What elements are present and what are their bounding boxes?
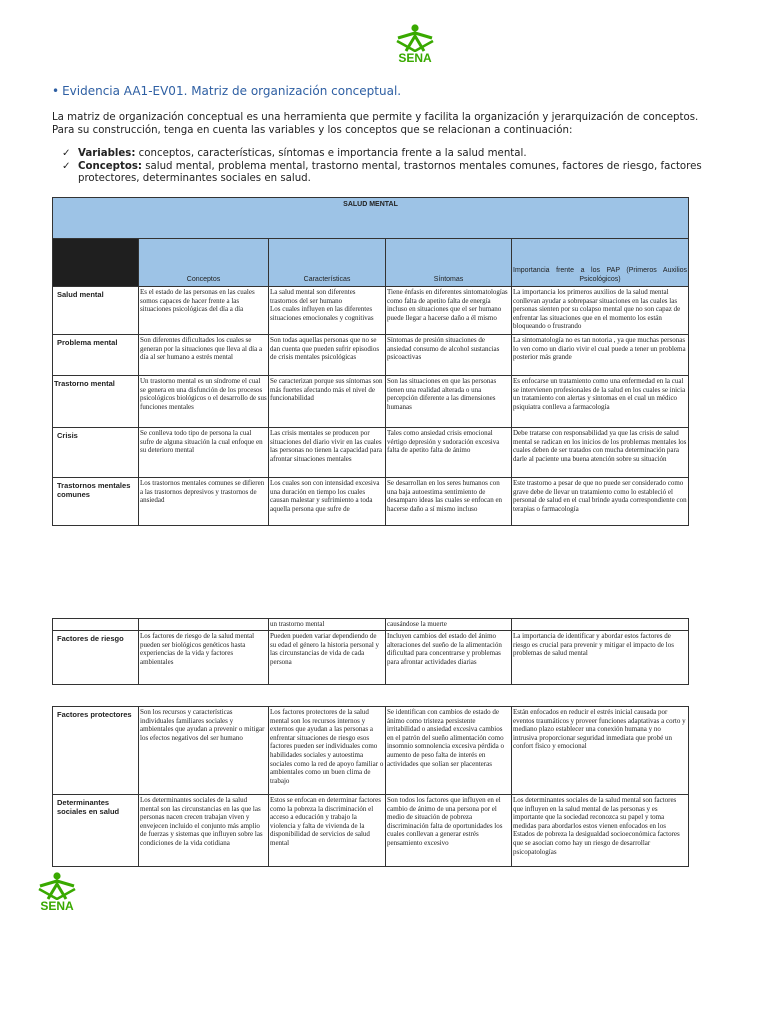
table-cell: Son diferentes dificultades los cuales se generan por la situaciones que lleva al día a día al ser humano a estrés mental — [139, 335, 269, 376]
table-cell: Los trastornos mentales comunes se difieren a las trastornos depresivos y trastornos de ansiedad — [139, 478, 269, 526]
table-row — [53, 707, 689, 795]
checklist-item-variables — [62, 148, 712, 161]
table-cell: La importancia de identificar y abordar estos factores de riesgo es crucial para prevenir y mitigar el impacto de los problemas de salud mental — [512, 631, 689, 685]
title-text: Evidencia AA1-EV01. Matriz de organización conceptual. — [62, 84, 402, 98]
table-cell: Estos se enfocan en determinar factores como la pobreza la discriminación el acceso a educación y trabajo la violencia y falta de vivienda de la disponibilidad de servicios de salud mental — [269, 795, 386, 867]
concept-matrix-table — [52, 197, 689, 526]
table-cell: Son todas aquellas personas que no se dan cuenta que pueden sufrir episodios de crisis mentales psicológicas — [269, 335, 386, 376]
checklist-text: conceptos, características, síntomas e importancia frente a la salud mental. — [135, 148, 527, 159]
table-cell: La importancia los primeros auxilios de la salud mental conllevan ayudar a sobrepasar situaciones en las cuales las personas sienten por su colapso mental que no son capaz de enfrentar las situaciones que en el momento los están bloqueando o frustrando — [512, 287, 689, 335]
table-cell: Es enfocarse un tratamiento como una enfermedad en la cual se intervienen profesionales de la salud en los cuales se inicia un tratamiento con alertas y síntomas en el cual un médico psiquiatra conlleva a farmacología — [512, 376, 689, 428]
checklist-text: salud mental, problema mental, trastorno mental, trastornos mentales comunes, factores de riesgo, factores protectores, determinantes sociales en salud. — [78, 160, 702, 184]
table-cell — [53, 619, 139, 631]
table-cell: Pueden pueden variar dependiendo de su edad el género la historia personal y las circunstancias de vida de cada persona — [269, 631, 386, 685]
table-row — [53, 287, 689, 335]
sena-logo-text: SENA — [40, 899, 74, 913]
table-row — [53, 631, 689, 685]
table-cell: La salud mental son diferentes trastornos del ser humano Los cuales influyen en las diferentes situaciones emocionales y cognitivas — [269, 287, 386, 335]
row-header: Salud mental — [53, 287, 139, 335]
checklist — [62, 148, 712, 186]
title-bullet: • — [52, 84, 60, 98]
row-header: Trastornos mentales comunes — [53, 478, 139, 526]
table-cell — [512, 619, 689, 631]
column-header: Características — [269, 239, 386, 287]
sena-logo-text: SENA — [398, 51, 432, 65]
table-cell: Están enfocados en reducir el estrés inicial causada por eventos traumáticos y proveer funciones adaptativas a corto y mediano plazo establecer una conexión humana y no intrusiva proporcionar seguridad inmediata que probé un confort físico y emocional — [512, 707, 689, 795]
intro-paragraph: La matriz de organización conceptual es una herramienta que permite y facilita la organización y jerarquización de conceptos. Para su construcción, tenga en cuenta las variables y los conceptos que se relacionan a continuación: — [52, 112, 699, 136]
table-cell: Los factores protectores de la salud mental son los recursos internos y externos que ayudan a las personas a enfrentar situaciones de riesgo esos factores pueden ser individuales como habilidades sociales y autoestima sociales como la red de apoyo familiar o ambientales como un buen clima de trabajo — [269, 707, 386, 795]
table-row — [53, 428, 689, 478]
sena-logo-top — [392, 24, 438, 64]
table-cell: Síntomas de presión situaciones de ansiedad consumo de alcohol sustancias psicoactivas — [386, 335, 512, 376]
row-header: Problema mental — [53, 335, 139, 376]
header-corner — [53, 239, 139, 287]
row-header: Determinantes sociales en salud — [53, 795, 139, 867]
table-row — [53, 335, 689, 376]
checklist-label: Conceptos: — [78, 160, 142, 172]
table-cell: Son las situaciones en que las personas tienen una realidad alterada o una percepción diferente a las dimensiones humanas — [386, 376, 512, 428]
table-cell: Tiene énfasis en diferentes sintomatologías como falta de apetito falta de energía incluso en situaciones que el ser humano puede llegar a hacerse daño a él mismo — [386, 287, 512, 335]
table-cell: Es el estado de las personas en las cuales somos capaces de hacer frente a las situaciones psicológicas del día a día — [139, 287, 269, 335]
row-header: Crisis — [53, 428, 139, 478]
concept-matrix-table-continued — [52, 618, 689, 685]
table-cell: Se conlleva todo tipo de persona la cual sufre de alguna situación la cual enfoque en su deterioro mental — [139, 428, 269, 478]
table-cell: Este trastorno a pesar de que no puede ser considerado como grave debe de llevar un tratamiento como lo estableció el personal de salud en el cual brinde ayuda correspondiente con terapias o farmacología — [512, 478, 689, 526]
table-cell: Tales como ansiedad crisis emocional vértigo depresión y sudoración excesiva falta de apetito falta de ánimo — [386, 428, 512, 478]
column-header: Conceptos — [139, 239, 269, 287]
table-title: SALUD MENTAL — [53, 198, 689, 239]
page-title — [52, 84, 401, 98]
sena-logo-icon — [34, 872, 80, 900]
checkmark-icon: ✓ — [62, 160, 71, 172]
table-cell — [139, 619, 269, 631]
checklist-label: Variables: — [78, 148, 136, 159]
checklist-item-conceptos — [62, 161, 712, 186]
row-header: Factores protectores — [53, 707, 139, 795]
row-header: Trastorno mental — [53, 376, 139, 428]
table-cell: un trastorno mental — [269, 619, 386, 631]
column-header: Importancia frente a los PAP (Primeros Auxilios Psicológicos) — [512, 239, 689, 287]
table-cell: La sintomatología no es tan notoria , ya que muchas personas lo ven como un diario vivir el cual puede a tener un problema posterior más grande — [512, 335, 689, 376]
table-row — [53, 376, 689, 428]
table-cell: Un trastorno mental es un síndrome el cual se genera en una disfunción de los procesos psicológicos biológicos o el desarrollo de sus funciones mentales — [139, 376, 269, 428]
table-cell: causándose la muerte — [386, 619, 512, 631]
checkmark-icon: ✓ — [62, 148, 71, 159]
table-cell: Se desarrollan en los seres humanos con una baja autoestima sentimiento de desamparo ideas las cuales se enfocan en hacerse daño a sí mismo incluso — [386, 478, 512, 526]
table-row — [53, 795, 689, 867]
column-header: Síntomas — [386, 239, 512, 287]
table-cell: Son los recursos y características individuales familiares sociales y ambientales que ayudan a prevenir o mitigar los efectos negativos del ser humano — [139, 707, 269, 795]
table-row — [53, 478, 689, 526]
row-header: Factores de riesgo — [53, 631, 139, 685]
table-cell: Los cuales son con intensidad excesiva una duración en tiempo los cuales causan malestar y sufrimiento a toda aquella persona que sufre de — [269, 478, 386, 526]
sena-logo-icon — [392, 24, 438, 52]
table-cell: Las crisis mentales se producen por situaciones del diario vivir en las cuales las personas no tienen la capacidad para afrontar situaciones mentales — [269, 428, 386, 478]
table-cell: Los determinantes sociales de la salud mental son las circunstancias en las que las personas nacen crecen trabajan viven y envejecen incluido el conjunto más amplio de fuerzas y sistemas que influyen sobre las condiciones de la vida cotidiana — [139, 795, 269, 867]
sena-logo-bottom — [34, 872, 80, 912]
concept-matrix-table-protective — [52, 706, 689, 867]
table-cell: Debe tratarse con responsabilidad ya que las crisis de salud mental se radican en los inicios de los problemas mentales los cuales deben de ser tratados con mucha determinación para darle al paciente una buena atención sobre su situación — [512, 428, 689, 478]
continuation-row — [53, 619, 689, 631]
table-cell: Son todos los factores que influyen en el cambio de ánimo de una persona por el medio de situación de pobreza discriminación falta de oportunidades los cuales conllevan a generar estrés pensamiento excesivo — [386, 795, 512, 867]
table-cell: Se identifican con cambios de estado de ánimo como tristeza persistente irritabilidad o ansiedad excesiva cambios en el patrón del sueño alimentación como insomnio somnolencia excesiva pérdida o aumento de peso falta de interés en actividades que solían ser placenteras — [386, 707, 512, 795]
table-cell: Se caracterizan porque sus síntomas son más fuertes afectando más el nivel de funcionabilidad — [269, 376, 386, 428]
table-cell: Los factores de riesgo de la salud mental pueden ser biológicos genéticos hasta experiencias de la vida y factores ambientales — [139, 631, 269, 685]
table-cell: Incluyen cambios del estado del ánimo alteraciones del sueño de la alimentación dificultad para concentrarse y problemas para afrontar actividades diarias — [386, 631, 512, 685]
table-cell: Los determinantes sociales de la salud mental son factores que influyen en la salud mental de las personas y es importante que la sociedad reconozca su papel y toma medidas para abordarlos estos vienen enfocados en los Estados de pobreza la desigualdad socioeconómica factores que se asocian como hay un riesgo de desarrollar psicopatologías — [512, 795, 689, 867]
